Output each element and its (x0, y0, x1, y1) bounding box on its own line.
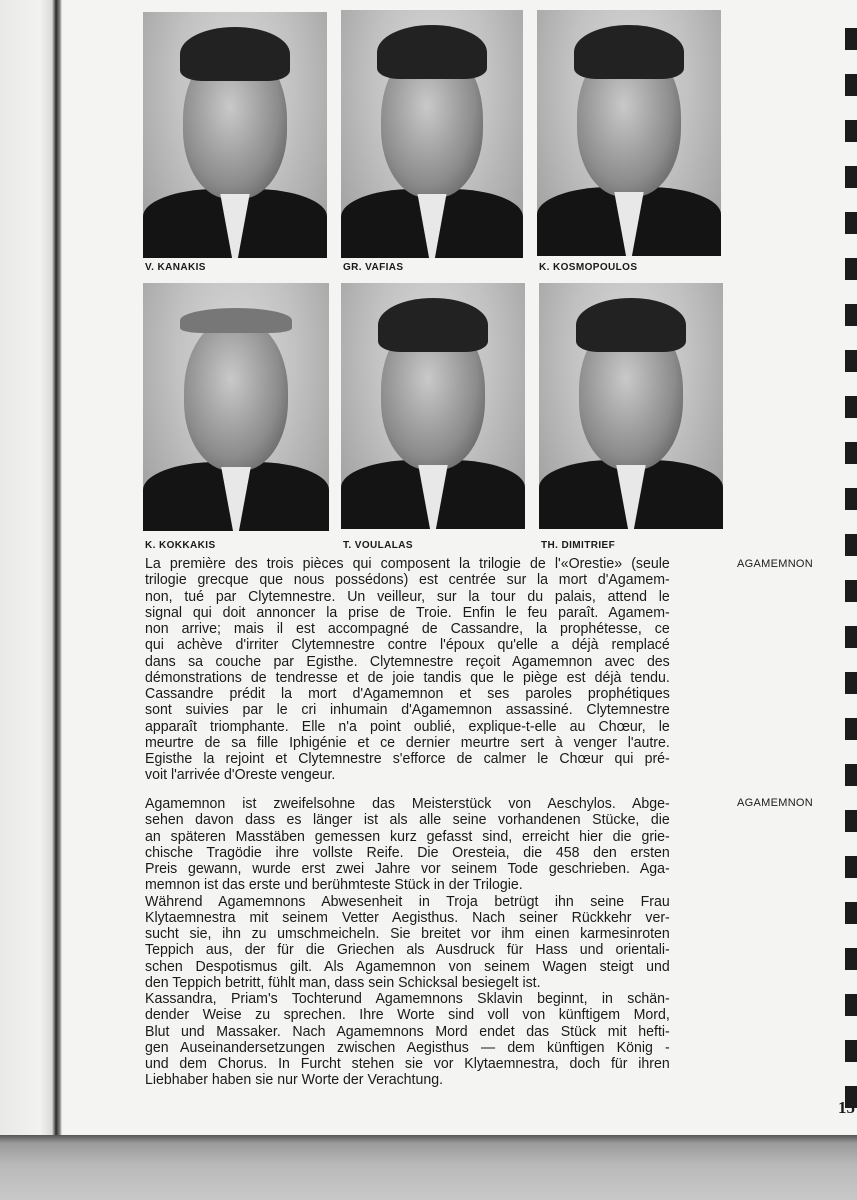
text-line: schen Despotismus gilt. Als Agamemnon von seinem Wagen steigt und (145, 958, 670, 975)
text-line: Kassandra, Priam's Tochterund Agamemnons Sklavin beginnt, in schän- (145, 991, 670, 1007)
text-line: dans sa couche par Egisthe. Clytemnestre reçoit Agamemnon avec des (145, 653, 670, 670)
spiral-hole (845, 764, 857, 786)
spiral-hole (845, 994, 857, 1016)
text-line: non arrive; mais il est accompagné de Cassandre, la prophétesse, ce (145, 621, 670, 637)
spiral-hole (845, 718, 857, 740)
text-line: qui achève d'irriter Clytemnestre contre l'époux qu'elle a déjà remplacé (145, 637, 670, 654)
french-synopsis (145, 556, 670, 784)
text-line: dender Weise zu sprechen. Ihre Worte sind voll von künftigem Mord, (145, 1007, 670, 1024)
portrait-photo (341, 283, 525, 529)
text-line: Teppich aus, der für die Griechen als Ausdruck für Hass und orientali- (145, 942, 670, 959)
portrait-photo (143, 12, 327, 258)
spiral-hole (845, 258, 857, 280)
text-line: Liebhaber haben sie nur Worte der Verachtung. (145, 1072, 444, 1089)
spiral-hole (845, 810, 857, 832)
text-line: sehen davon dass es länger ist als alle seine vorhandenen Stücke, die (145, 812, 670, 829)
text-line: und dem Chorus. In Furcht stehen sie vor Klytaemnestra, doch für ihren (145, 1056, 670, 1072)
binding-edge (0, 0, 62, 1135)
spiral-hole (845, 120, 857, 142)
spiral-hole (845, 74, 857, 96)
text-line: signal qui doit annoncer la prise de Troie. Enfin le feu paraît. Agamem- (145, 604, 670, 621)
text-line: non, tué par Clytemnestre. Un veilleur, sur la tour du palais, attend le (145, 588, 670, 605)
page-number: 15 (838, 1098, 855, 1117)
portrait-photo (143, 283, 329, 531)
french-section-label: AGAMEMNON (737, 558, 814, 570)
photo-caption: K. KOKKAKIS (145, 540, 216, 551)
portrait-photo (537, 10, 721, 256)
spiral-hole (845, 304, 857, 326)
spiral-hole (845, 626, 857, 648)
photo-caption: TH. DIMITRIEF (541, 540, 616, 551)
spiral-hole (845, 166, 857, 188)
text-line: den Teppich betritt, fühlt man, dass sein Schicksal besiegelt ist. (145, 974, 541, 991)
portrait-photo (341, 10, 523, 258)
spiral-hole (845, 948, 857, 970)
text-line: La première des trois pièces qui composent la trilogie de l'«Orestie» (seule (145, 556, 670, 572)
text-line: apparaît triomphante. Elle n'a point oublié, explique-t-elle au Chœur, le (145, 718, 670, 735)
text-line: Während Agamemnons Abwesenheit in Troja betrügt ihn seine Frau (145, 893, 670, 910)
spiral-hole (845, 396, 857, 418)
text-line: trilogie grecque que nous possédons) est centrée sur la mort d'Agamem- (145, 572, 670, 589)
spiral-hole (845, 534, 857, 556)
text-line: voit l'arrivée d'Oreste vengeur. (145, 767, 336, 784)
spiral-hole (845, 442, 857, 464)
text-line: Preis gewann, wurde erst zwei Jahre vor seinem Tode geschrieben. Aga- (145, 861, 670, 877)
text-line: gen Auseinandersetzungen zwischen Aegisthus — dem künftigen König - (145, 1039, 670, 1056)
text-line: chische Tragödie ihre vollste Reife. Die Oresteia, die 458 den ersten (145, 844, 670, 861)
photo-caption: GR. VAFIAS (343, 262, 404, 273)
photo-caption: K. KOSMOPOULOS (539, 262, 638, 273)
text-line: memnon ist das erste und berühmteste Stück in der Trilogie. (145, 877, 523, 894)
spiral-hole (845, 212, 857, 234)
text-line: Cassandre prédit la mort d'Agamemnon et ses paroles prophétiques (145, 686, 670, 702)
spiral-hole (845, 902, 857, 924)
spiral-hole (845, 350, 857, 372)
spiral-hole (845, 28, 857, 50)
spiral-hole (845, 488, 857, 510)
spiral-hole (845, 672, 857, 694)
text-line: Blut und Massaker. Nach Agamemnons Mord endet das Stück mit hefti- (145, 1023, 670, 1040)
text-line: Agamemnon ist zweifelsohne das Meisterstück von Aeschylos. Abge- (145, 796, 670, 812)
text-line: sucht sie, ihn zu umschmeicheln. Sie breitet vor ihm einen karmesinroten (145, 926, 670, 942)
german-synopsis (145, 796, 670, 1089)
spiral-hole (845, 856, 857, 878)
spiral-hole (845, 1040, 857, 1062)
german-section-label: AGAMEMNON (737, 797, 814, 809)
scan-bottom-shadow (0, 1135, 857, 1200)
text-line: an späteren Masstäben gemessen kurz gefasst sind, erreicht hier die grie- (145, 828, 670, 845)
portrait-photo (539, 283, 723, 529)
photo-caption: T. VOULALAS (343, 540, 413, 551)
text-line: meurtre de sa fille Iphigénie et ce dernier meurtre sert à venger l'autre. (145, 734, 670, 751)
text-line: sont suivies par le cri inhumain d'Agamemnon assassiné. Clytemnestre (145, 702, 670, 719)
text-line: Klytaemnestra mit seinem Vetter Aegisthus. Nach seiner Rückkehr ver- (145, 909, 670, 926)
photo-caption: V. KANAKIS (145, 262, 206, 273)
text-line: démonstrations de tendresse et de joie tandis que le piège est déjà tendu. (145, 669, 670, 686)
text-line: Egisthe la rejoint et Clytemnestre s'efforce de calmer le Chœur qui pré- (145, 751, 670, 767)
spiral-hole (845, 580, 857, 602)
